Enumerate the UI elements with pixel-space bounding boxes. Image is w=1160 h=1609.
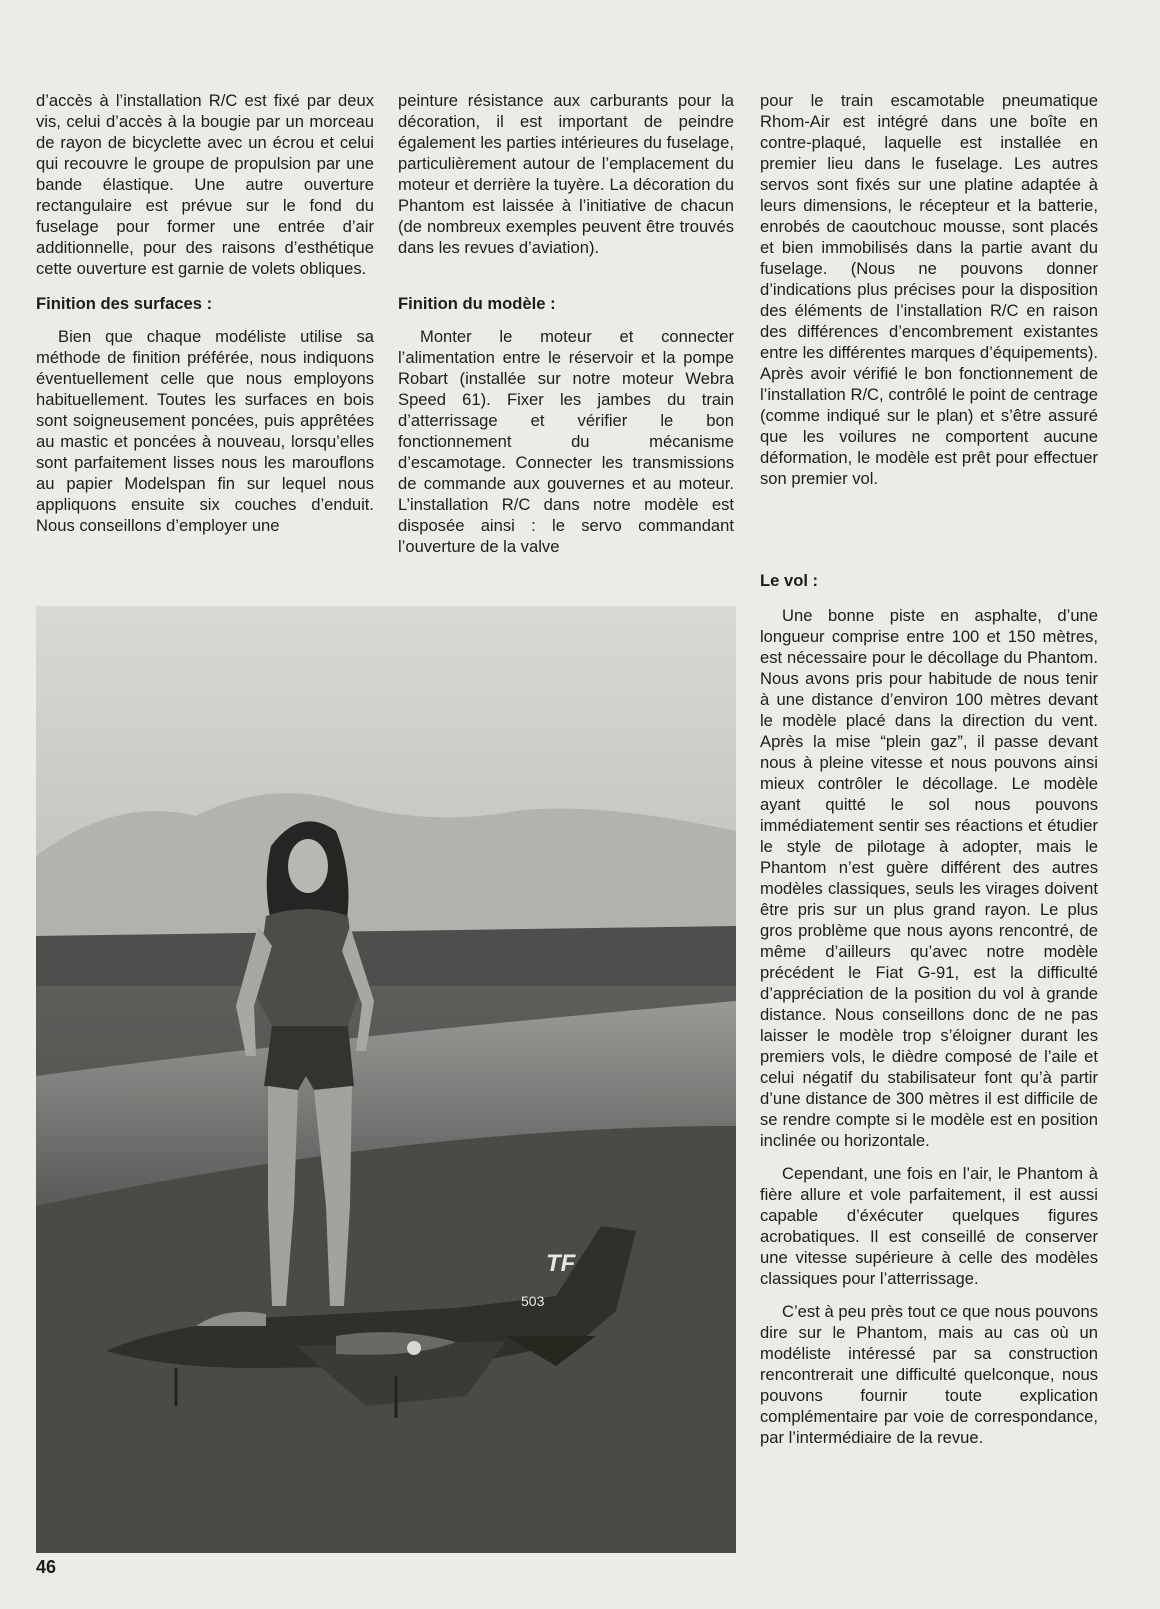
paragraph-continued: d’accès à l’installation R/C est fixé par deux vis, celui d’accès à la bougie par un morceau de rayon de bicyclette avec un écrou et celui qui recouvre le groupe de propulsion par une bande élastique. Une autre ouverture rectangulaire est prévue sur le fond du fuselage pour former une entrée d’air additionnelle, pour des raisons d’esthétique cette ouverture est garnie de volets obliques. — [36, 91, 374, 278]
paragraph: C’est à peu près tout ce que nous pouvons dire sur le Phantom, mais au cas où un modéliste intéressé par sa construction rencontrerait une difficulté quelconque, nous pouvons fournir toute explication complémentaire par voie de correspondance, par l’intermédiaire de la revue. — [760, 1302, 1098, 1447]
text-column-1 — [36, 90, 374, 536]
photo-woman-with-phantom-model — [36, 606, 736, 1553]
paragraph: Cependant, une fois en l’air, le Phantom à fière allure et vole parfaitement, il est aussi capable d’éxécuter quelques figures acrobatiques. Il est conseillé de conserver une vitesse supérieure à celle des modèles classiques pour l’atterrissage. — [760, 1164, 1098, 1288]
section-heading-finition-surfaces: Finition des surfaces : — [36, 294, 213, 313]
paragraph: Monter le moteur et connecter l’alimentation entre le réservoir et la pompe Robart (installée sur notre moteur Webra Speed 61). Fixer les jambes du train d’atterrissage et vérifier le bon fonctionnement du mécanisme d’escamotage. Connecter les transmissions de commande aux gouvernes et au moteur. L’installation R/C dans notre modèle est disposée ainsi : le servo commandant l’ouverture de la valve — [398, 327, 734, 556]
text-column-3-lower — [760, 570, 1098, 1448]
paragraph: Bien que chaque modéliste utilise sa méthode de finition préférée, nous indiquons éventuellement celle que nous employons habituellement. Toutes les surfaces en bois sont soigneusement poncées, puis apprêtées au mastic et poncées à nouveau, lorsqu’elles sont parfaitement lisses nous les marouflons au papier Modelspan fin sur lequel nous appliquons ensuite six couches d’enduit. Nous conseillons d’employer une — [36, 327, 374, 535]
section-heading-le-vol: Le vol : — [760, 571, 819, 590]
text-column-3 — [760, 90, 1098, 489]
roundel-star-icon — [407, 1341, 421, 1355]
paragraph-continued: peinture résistance aux carburants pour la décoration, il est important de peindre également les parties intérieures du fuselage, particulièrement autour de l’emplacement du moteur et derrière la tuyère. La décoration du Phantom est laissée à l’initiative de chacun (de nombreux exemples peuvent être trouvés dans les revues d’aviation). — [398, 91, 734, 257]
paragraph-continued: pour le train escamotable pneumatique Rhom-Air est intégré dans une boîte en contre-plaqué, laquelle est installée en premier lieu dans le fuselage. Les autres servos sont fixés sur une platine adaptée à leurs dimensions, le récepteur et la batterie, enrobés de caoutchouc mousse, sont placés et bien immobilisés dans la partie avant du fuselage. (Nous ne pouvons donner d’indications plus précises pour la disposition des éléments de l’installation R/C en raison des différences d’encombrement existantes entre les différentes marques d’équipements). Après avoir vérifié le bon fonctionnement de l’installation R/C, contrôlé le point de centrage (comme indiqué sur le plan) et s’être assuré que les voilures ne comportent aucune déformation, le modèle est prêt pour effectuer son premier vol. — [760, 91, 1098, 488]
tail-code: TF — [546, 1250, 576, 1277]
section-heading-finition-modele: Finition du modèle : — [398, 294, 556, 313]
page-number: 46 — [36, 1557, 57, 1577]
photograph — [36, 606, 736, 1553]
text-column-2 — [398, 90, 734, 557]
paragraph: Une bonne piste en asphalte, d’une longueur comprise entre 100 et 150 mètres, est nécessaire pour le décollage du Phantom. Nous avons pris pour habitude de nous tenir à une distance d’environ 100 mètres devant le modèle placé dans la direction du vent. Après la mise “plein gaz”, il passe devant nous à pleine vitesse et nous pouvons ainsi mieux contrôler le décollage. Le modèle ayant quitté le sol nous pouvons immédiatement sentir ses réactions et étudier le style de pilotage à adopter, mais le Phantom n’est guère différent des autres modèles classiques, seuls les virages doivent être pris sur un plus grand rayon. Le plus gros problème que nous ayons rencontré, de même d’ailleurs qu’avec notre modèle précédent le Fiat G-91, est la difficulté d’appréciation de la position du vol à grande distance. Nous conseillons donc de ne pas laisser le modèle trop s’éloigner durant les premiers vols, le dièdre composé de l’aile et celui négatif du stabilisateur font qu’à partir d’une distance de 300 mètres il est difficile de se rendre compte si le modèle est en position inclinée ou horizontale. — [760, 606, 1098, 1150]
tail-number: 503 — [521, 1293, 545, 1309]
